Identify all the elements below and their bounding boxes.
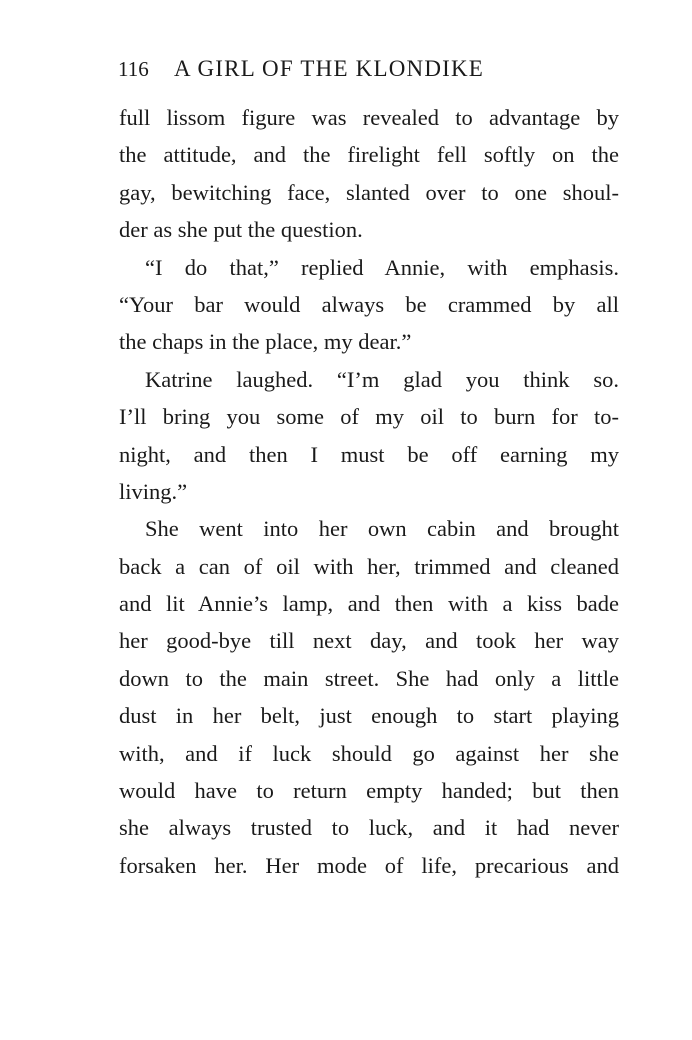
text-line: der as she put the question.: [119, 217, 363, 243]
text-line: “I do that,” replied Annie, with emphasis.: [145, 254, 619, 280]
text-line: with, and if luck should go against her she: [119, 740, 619, 766]
text-line: night, and then I must be off earning my: [119, 441, 619, 467]
text-line: her good-bye till next day, and took her way: [119, 628, 619, 654]
text-line: she always trusted to luck, and it had never: [119, 815, 619, 841]
page-number: 116: [118, 57, 149, 81]
text-line: the attitude, and the firelight fell softly on the: [119, 142, 619, 168]
text-line: would have to return empty handed; but then: [119, 778, 619, 804]
running-head: [118, 52, 618, 86]
text-line: She went into her own cabin and brought: [145, 516, 619, 542]
body-text: [119, 99, 619, 884]
text-line: the chaps in the place, my dear.”: [119, 329, 412, 355]
text-line: and lit Annie’s lamp, and then with a kiss bade: [119, 591, 619, 617]
text-line: I’ll bring you some of my oil to burn for to-: [119, 404, 619, 430]
text-line: living.”: [119, 478, 188, 504]
book-title: A GIRL OF THE KLONDIKE: [174, 56, 485, 81]
text-line: dust in her belt, just enough to start playing: [119, 703, 619, 729]
text-line: Katrine laughed. “I’m glad you think so.: [145, 366, 619, 392]
text-line: back a can of oil with her, trimmed and cleaned: [119, 553, 619, 579]
text-line: “Your bar would always be crammed by all: [119, 291, 619, 317]
text-line: gay, bewitching face, slanted over to one shoul-: [119, 179, 619, 205]
text-line: down to the main street. She had only a little: [119, 665, 619, 691]
text-line: forsaken her. Her mode of life, precarious and: [119, 852, 619, 878]
text-line: full lissom figure was revealed to advantage by: [119, 105, 619, 130]
